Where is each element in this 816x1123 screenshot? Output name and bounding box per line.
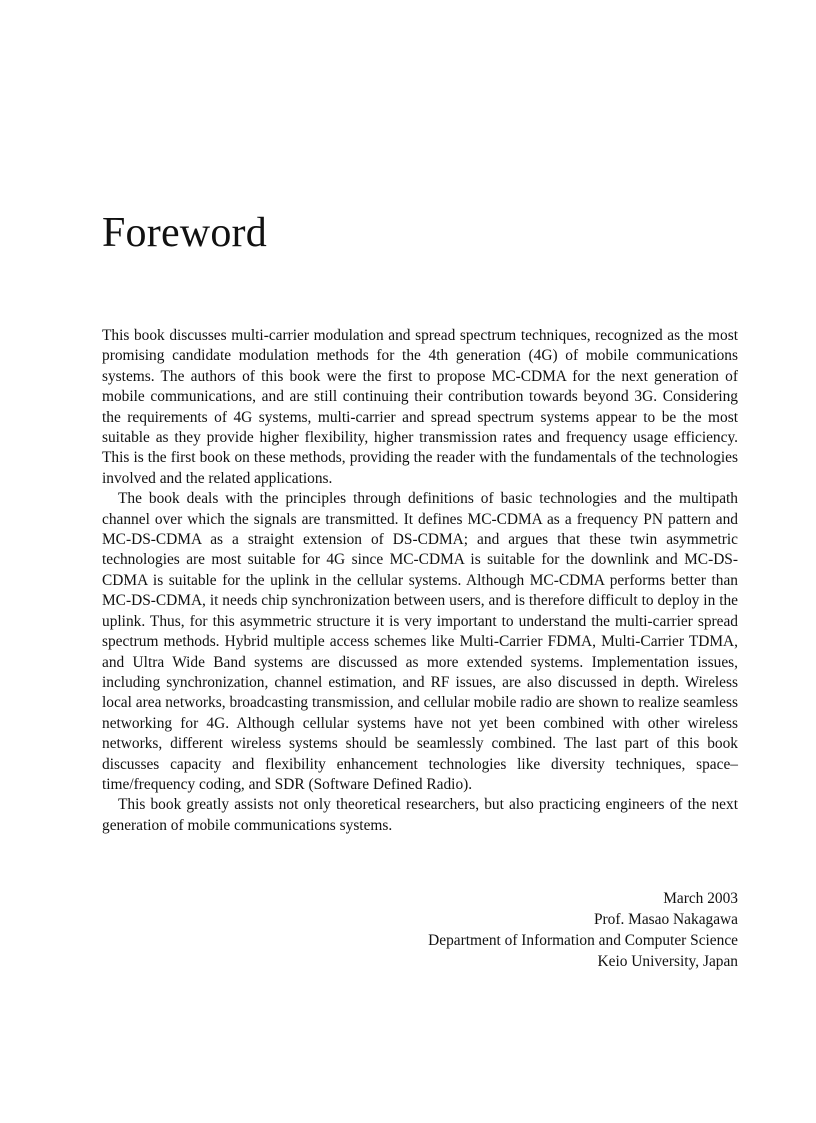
signature-date: March 2003 (663, 890, 738, 907)
signature-block (300, 888, 738, 972)
signature-department: Department of Information and Computer Science (428, 932, 738, 949)
foreword-body (102, 326, 738, 836)
paragraph-audience: This book greatly assists not only theoretical researchers, but also practicing engineers of the next generation of mobile communications systems. (102, 796, 738, 834)
paragraph-intro: This book discusses multi-carrier modulation and spread spectrum techniques, recognized as the most promising candidate modulation methods for the 4th generation (4G) of mobile communications systems. The authors of this book were the first to propose MC-CDMA for the next generation of mobile communications, and are still continuing their contribution towards beyond 3G. Considering the requirements of 4G systems, multi-carrier and spread spectrum systems appear to be the most suitable as they provide higher flexibility, higher transmission rates and frequency usage efficiency. This is the first book on these methods, providing the reader with the fundamentals of the technologies involved and the related applications. (102, 327, 738, 487)
signature-author: Prof. Masao Nakagawa (593, 911, 738, 928)
page-title: Foreword (102, 210, 267, 256)
signature-affiliation: Keio University, Japan (597, 953, 738, 970)
paragraph-technologies: The book deals with the principles through definitions of basic technologies and the multipath channel over which the signals are transmitted. It defines MC-CDMA as a frequency PN pattern and MC-DS-CDMA as a straight extension of DS-CDMA; and argues that these twin asymmetric technologies are most suitable for 4G since MC-CDMA is suitable for the downlink and MC-DS-CDMA is suitable for the uplink in the cellular systems. Although MC-CDMA performs better than MC-DS-CDMA, it needs chip synchronization between users, and is therefore difficult to deploy in the uplink. Thus, for this asymmetric structure it is very important to understand the multi-carrier spread spectrum methods. Hybrid multiple access schemes like Multi-Carrier FDMA, Multi-Carrier TDMA, and Ultra Wide Band systems are discussed as more extended systems. Implementation issues, including synchronization, channel estimation, and RF issues, are also discussed in depth. Wireless local area networks, broadcasting transmission, and cellular mobile radio are shown to realize seamless networking for 4G. Although cellular systems have not yet been combined with other wireless networks, different wireless systems should be seamlessly combined. The last part of this book discusses capacity and flexibility enhancement technologies like diversity techniques, space–time/frequency coding, and SDR (Software Defined Radio). (102, 490, 738, 793)
